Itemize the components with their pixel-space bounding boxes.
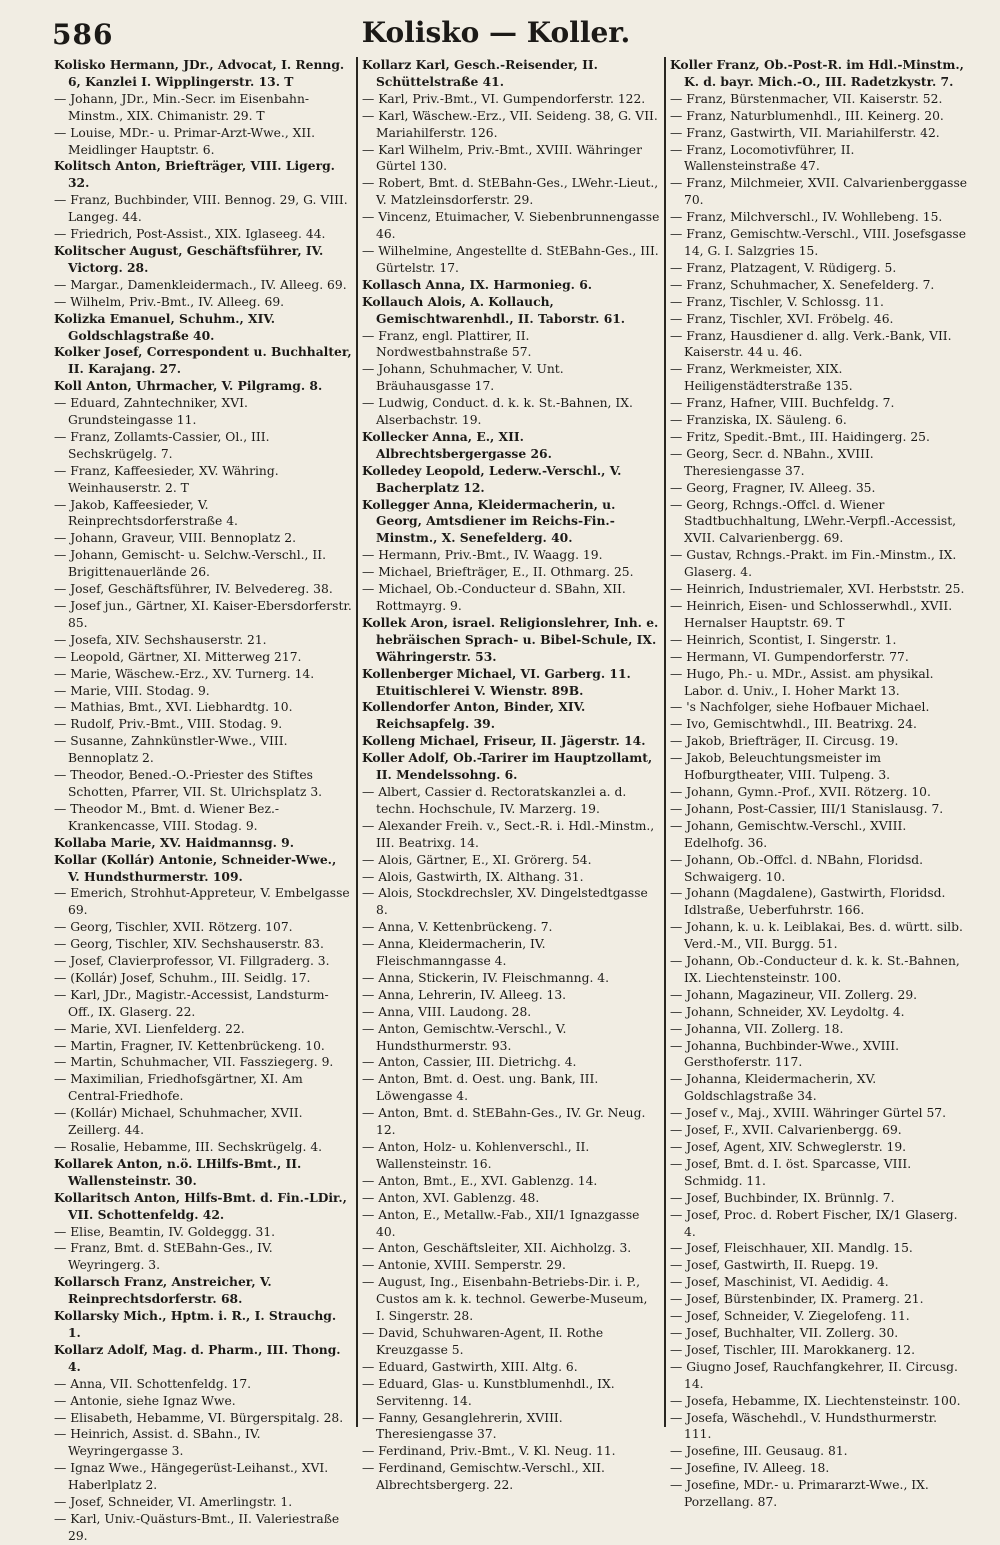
directory-entry: — Josef, Schneider, VI. Amerlingstr. 1. xyxy=(54,1495,293,1510)
directory-entry: Kollecker Anna, E., XII. Albrechtsbergergasse 26. xyxy=(362,428,552,461)
directory-entry: — Marie, XVI. Lienfelderg. 22. xyxy=(54,1021,245,1036)
directory-entry: — Johanna, Buchbinder-Wwe., XVIII. Gersthoferstr. 117. xyxy=(670,1038,900,1070)
column-left xyxy=(50,57,356,1543)
directory-entry: — Franz, Bmt. d. StEBahn-Ges., IV. Weyringerg. 3. xyxy=(54,1241,273,1273)
directory-entry: — Anna, V. Kettenbrückeng. 7. xyxy=(362,920,553,935)
directory-entry: — Karl Wilhelm, Priv.-Bmt., XVIII. Währinger Gürtel 130. xyxy=(362,142,642,174)
directory-entry: — Anna, Kleidermacherin, IV. Fleischmanngasse 4. xyxy=(362,937,546,969)
directory-entry: — Josef, Bürstenbinder, IX. Pramerg. 21. xyxy=(670,1292,924,1307)
directory-entry: — Johann, JDr., Min.-Secr. im Eisenbahn-Minstm., XIX. Chimanistr. 29. T xyxy=(54,91,310,123)
directory-entry: — Heinrich, Eisen- und Schlosserwhdl., XVII. Hernalser Hauptstr. 69. T xyxy=(670,599,953,630)
directory-entry: — Johann, Post-Cassier, III/1 Stanislausg. 7. xyxy=(670,801,944,816)
directory-entry: — Franz, Tischler, V. Schlossg. 11. xyxy=(670,294,884,309)
directory-entry: — Karl, Wäschew.-Erz., VII. Seideng. 38, G. VII. Mariahilferstr. 126. xyxy=(362,108,658,140)
directory-entry: — Hugo, Ph.- u. MDr., Assist. am physikal. Labor. d. Univ., I. Hoher Markt 13. xyxy=(670,666,934,698)
directory-entry: — Johann, Gemischt- u. Selchw.-Verschl., II. Brigittenauerlände 26. xyxy=(54,548,326,580)
directory-entry: — Johann, Ob.-Offcl. d. NBahn, Floridsd. Schwaigerg. 10. xyxy=(670,852,924,884)
directory-entry: — Anna, VIII. Laudong. 28. xyxy=(362,1004,532,1019)
directory-entry: — Anton, Gemischtw.-Verschl., V. Hundsthurmerstr. 93. xyxy=(362,1021,567,1053)
directory-entry: — Jakob, Kaffeesieder, V. Reinprechtsdorferstraße 4. xyxy=(54,497,238,529)
directory-entry: — Jakob, Beleuchtungsmeister im Hofburgtheater, VIII. Tulpeng. 3. xyxy=(670,751,891,783)
directory-entry: Koller Franz, Ob.-Post-R. im Hdl.-Minstm., K. d. bayr. Mich.-O., III. Radetzkystr. 7. xyxy=(670,57,964,89)
directory-entry: — Georg, Secr. d. NBahn., XVIII. Theresiengasse 37. xyxy=(670,446,874,478)
directory-entry: — Josefine, IV. Alleeg. 18. xyxy=(670,1461,830,1476)
directory-entry: — Anton, Cassier, III. Dietrichg. 4. xyxy=(362,1055,577,1070)
directory-entry: — Franz, Bürstenmacher, VII. Kaiserstr. 52. xyxy=(670,91,943,106)
directory-entry: Kollegger Anna, Kleidermacherin, u. Georg, Amtsdiener im Reichs-Fin.-Minstm., X. Senefelderg. 40. xyxy=(362,496,616,546)
directory-entry: — Maximilian, Friedhofsgärtner, XI. Am Central-Friedhofe. xyxy=(54,1072,303,1104)
column-middle xyxy=(356,57,664,1493)
directory-entry: — Franz, Gastwirth, VII. Mariahilferstr. 42. xyxy=(670,125,940,140)
directory-entry: — Anton, E., Metallw.-Fab., XII/1 Ignazgasse 40. xyxy=(362,1207,640,1239)
directory-entry: — Fanny, Gesanglehrerin, XVIII. Theresiengasse 37. xyxy=(362,1410,563,1442)
directory-entry: Kollek Aron, israel. Religionslehrer, Inh. e. hebräischen Sprach- u. Bibel-Schule, IX. Währingerstr. 53. xyxy=(362,614,659,664)
directory-entry: — Franz, Tischler, XVI. Fröbelg. 46. xyxy=(670,311,894,326)
directory-entry: — Martin, Schuhmacher, VII. Fassziegerg. 9. xyxy=(54,1055,334,1070)
directory-entry: — Josef, Tischler, III. Marokkanerg. 12. xyxy=(670,1342,916,1357)
directory-entry: — Josef, Maschinist, VI. Aedidig. 4. xyxy=(670,1275,889,1290)
directory-entry: — Antonie, siehe Ignaz Wwe. xyxy=(54,1393,236,1408)
directory-entry: Kolker Josef, Correspondent u. Buchhalter, II. Karajang. 27. xyxy=(54,344,352,377)
directory-entry: — Johann, Ob.-Conducteur d. k. k. St.-Bahnen, IX. Liechtensteinstr. 100. xyxy=(670,954,960,985)
directory-entry: Kolitsch Anton, Briefträger, VIII. Ligerg. 32. xyxy=(54,158,335,191)
directory-entry: — Josef, Gastwirth, II. Ruepg. 19. xyxy=(670,1258,879,1273)
directory-entry: — Friedrich, Post-Assist., XIX. Iglaseeg. 44. xyxy=(54,227,326,242)
directory-entry: — Josef jun., Gärtner, XI. Kaiser-Ebersdorferstr. 85. xyxy=(54,599,352,630)
directory-entry: — Alois, Gastwirth, IX. Althang. 31. xyxy=(362,869,584,884)
directory-entry: — Johann, Gymn.-Prof., XVII. Rötzerg. 10. xyxy=(670,784,931,799)
directory-entry: — Leopold, Gärtner, XI. Mitterweg 217. xyxy=(54,649,302,664)
directory-entry: — Susanne, Zahnkünstler-Wwe., VIII. Bennoplatz 2. xyxy=(54,734,288,766)
directory-entry: — Fritz, Spedit.-Bmt., III. Haidingerg. 25. xyxy=(670,429,930,444)
directory-entry: Kollaritsch Anton, Hilfs-Bmt. d. Fin.-LDir., VII. Schottenfeldg. 42. xyxy=(54,1189,347,1222)
directory-entry: — Heinrich, Industriemaler, XVI. Herbststr. 25. xyxy=(670,582,965,597)
directory-entry: — 's Nachfolger, siehe Hofbauer Michael. xyxy=(670,700,930,715)
directory-entry: — Marie, Wäschew.-Erz., XV. Turnerg. 14. xyxy=(54,666,315,681)
directory-entry: — Franz, Milchmeier, XVII. Calvarienberggasse 70. xyxy=(670,176,968,208)
page-header xyxy=(52,16,940,56)
directory-entry: — Johann (Magdalene), Gastwirth, Floridsd. Idlstraße, Ueberfuhrstr. 166. xyxy=(670,886,946,918)
directory-entry: — Michael, Briefträger, E., II. Othmarg. 25. xyxy=(362,565,634,580)
directory-entry: — Josef, Geschäftsführer, IV. Belvedereg. 38. xyxy=(54,582,333,597)
directory-entry: Koller Adolf, Ob.-Tarirer im Hauptzollamt, II. Mendelssohng. 6. xyxy=(362,750,653,783)
directory-entry: — Anton, Bmt., E., XVI. Gablenzg. 14. xyxy=(362,1173,598,1188)
directory-entry: — Georg, Tischler, XIV. Sechshauserstr. 83. xyxy=(54,937,324,952)
directory-entry: — Margar., Damenkleidermach., IV. Alleeg. 69. xyxy=(54,277,347,292)
directory-entry: — Heinrich, Scontist, I. Singerstr. 1. xyxy=(670,632,897,647)
directory-entry: — Josefine, III. Geusaug. 81. xyxy=(670,1444,848,1459)
directory-entry: Kollarsch Franz, Anstreicher, V. Reinprechtsdorferstr. 68. xyxy=(54,1274,272,1307)
directory-entry: — Franz, Locomotivführer, II. Wallensteinstraße 47. xyxy=(670,142,855,174)
directory-entry: — Anna, Lehrerin, IV. Alleeg. 13. xyxy=(362,987,567,1002)
directory-entry: — Johanna, Kleidermacherin, XV. Goldschlagstraße 34. xyxy=(670,1072,877,1104)
directory-entry: — Karl, Priv.-Bmt., VI. Gumpendorferstr. 122. xyxy=(362,91,646,106)
directory-entry: — Anton, Geschäftsleiter, XII. Aichholzg. 3. xyxy=(362,1241,632,1256)
directory-columns xyxy=(50,57,972,1543)
directory-entry: — Anton, Bmt. d. Oest. ung. Bank, III. Löwengasse 4. xyxy=(362,1072,599,1104)
directory-entry: — Anton, Holz- u. Kohlenverschl., II. Wallensteinstr. 16. xyxy=(362,1140,590,1171)
directory-entry: — Josef, Bmt. d. I. öst. Sparcasse, VIII. Schmidg. 11. xyxy=(670,1156,912,1188)
directory-entry: — Franz, Buchbinder, VIII. Bennog. 29, G. VIII. Langeg. 44. xyxy=(54,193,348,225)
directory-entry: — Josefa, Hebamme, IX. Liechtensteinstr. 100. xyxy=(670,1393,961,1408)
directory-entry: — Mathias, Bmt., XVI. Liebhardtg. 10. xyxy=(54,700,293,715)
directory-entry: — Josefa, Wäschehdl., V. Hundsthurmerstr. 111. xyxy=(670,1410,938,1442)
directory-entry: Kollarz Adolf, Mag. d. Pharm., III. Thong. 4. xyxy=(54,1341,341,1374)
directory-entry: — Josefine, MDr.- u. Primararzt-Wwe., IX. Porzellang. 87. xyxy=(670,1478,929,1510)
directory-entry: Kollar (Kollár) Antonie, Schneider-Wwe., V. Hundsthurmerstr. 109. xyxy=(54,851,337,884)
directory-entry: — Josefa, XIV. Sechshauserstr. 21. xyxy=(54,632,267,647)
running-title: Kolisko — Koller. xyxy=(361,16,631,49)
directory-entry: — Anna, VII. Schottenfeldg. 17. xyxy=(54,1376,252,1391)
directory-entry: — Karl, JDr., Magistr.-Accessist, Landsturm-Off., IX. Glaserg. 22. xyxy=(54,987,329,1019)
directory-entry: — Josef, Buchbinder, IX. Brünnlg. 7. xyxy=(670,1190,895,1205)
directory-entry: — Johann, Graveur, VIII. Bennoplatz 2. xyxy=(54,531,296,546)
directory-entry: — Hermann, VI. Gumpendorferstr. 77. xyxy=(670,649,909,664)
directory-entry: — Johann, Gemischtw.-Verschl., XVIII. Edelhofg. 36. xyxy=(670,818,907,850)
directory-entry: — Franz, Platzagent, V. Rüdigerg. 5. xyxy=(670,260,897,275)
directory-entry: Koll Anton, Uhrmacher, V. Pilgramg. 8. xyxy=(54,378,323,394)
directory-entry: — Giugno Josef, Rauchfangkehrer, II. Circusg. 14. xyxy=(670,1359,958,1391)
directory-entry: Kollenberger Michael, VI. Garberg. 11. Etuitischlerei V. Wienstr. 89B. xyxy=(362,665,631,698)
directory-entry: — Ludwig, Conduct. d. k. k. St.-Bahnen, IX. Alserbachstr. 19. xyxy=(362,396,633,428)
directory-entry: — Franz, Kaffeesieder, XV. Währing. Weinhauserstr. 2. T xyxy=(54,463,279,495)
directory-entry: — Martin, Fragner, IV. Kettenbrückeng. 10. xyxy=(54,1038,325,1053)
directory-entry: — Franz, Zollamts-Cassier, Ol., III. Sechskrügelg. 7. xyxy=(54,429,270,461)
directory-entry: — Johanna, VII. Zollerg. 18. xyxy=(670,1021,844,1036)
directory-entry: — Eduard, Zahntechniker, XVI. Grundsteingasse 11. xyxy=(54,396,248,428)
directory-entry: Kollendorfer Anton, Binder, XIV. Reichsapfelg. 39. xyxy=(362,699,586,732)
directory-entry: — Josef, Clavierprofessor, VI. Fillgraderg. 3. xyxy=(54,954,330,969)
directory-entry: Kollasch Anna, IX. Harmonieg. 6. xyxy=(362,276,593,292)
directory-entry: — Ignaz Wwe., Hängegerüst-Leihanst., XVI. Haberlplatz 2. xyxy=(54,1461,329,1493)
directory-entry: Kolleng Michael, Friseur, II. Jägerstr. 14. xyxy=(362,733,646,749)
directory-entry: — Gustav, Rchngs.-Prakt. im Fin.-Minstm., IX. Glaserg. 4. xyxy=(670,548,957,580)
directory-entry: — Michael, Ob.-Conducteur d. SBahn, XII. Rottmayrg. 9. xyxy=(362,582,626,613)
directory-entry: — Wilhelm, Priv.-Bmt., IV. Alleeg. 69. xyxy=(54,294,285,309)
directory-entry: — Rosalie, Hebamme, III. Sechskrügelg. 4. xyxy=(54,1140,323,1154)
directory-entry: — Heinrich, Assist. d. SBahn., IV. Weyringergasse 3. xyxy=(54,1427,261,1459)
directory-entry: Kollaba Marie, XV. Haidmannsg. 9. xyxy=(54,834,295,850)
directory-entry: — Elisabeth, Hebamme, VI. Bürgerspitalg. 28. xyxy=(54,1410,344,1425)
directory-entry: — Franz, engl. Plattirer, II. Nordwestbahnstraße 57. xyxy=(362,328,532,360)
directory-entry: — Vincenz, Etuimacher, V. Siebenbrunnengasse 46. xyxy=(362,210,660,242)
directory-entry: — Josef, F., XVII. Calvarienbergg. 69. xyxy=(670,1123,902,1138)
directory-entry: — Anna, Stickerin, IV. Fleischmanng. 4. xyxy=(362,970,609,985)
directory-entry: Kollarz Karl, Gesch.-Reisender, II. Schüttelstraße 41. xyxy=(362,57,598,89)
directory-entry: — Alexander Freih. v., Sect.-R. i. Hdl.-Minstm., III. Beatrixg. 14. xyxy=(362,818,655,850)
directory-entry: — Franziska, IX. Säuleng. 6. xyxy=(670,413,847,428)
directory-entry: — Johann, Magazineur, VII. Zollerg. 29. xyxy=(670,987,918,1002)
directory-entry: — Anton, Bmt. d. StEBahn-Ges., IV. Gr. Neug. 12. xyxy=(362,1106,646,1138)
directory-entry: — Franz, Hausdiener d. allg. Verk.-Bank, VII. Kaiserstr. 44 u. 46. xyxy=(670,328,952,360)
directory-entry: — Ferdinand, Gemischtw.-Verschl., XII. Albrechtsbergerg. 22. xyxy=(362,1461,605,1493)
directory-entry: — Georg, Rchngs.-Offcl. d. Wiener Stadtbuchhaltung, LWehr.-Verpfl.-Accessist, XVII. Calvarienbergg. 69. xyxy=(670,497,957,546)
directory-entry: Kollauch Alois, A. Kollauch, Gemischtwarenhdl., II. Taborstr. 61. xyxy=(362,293,626,326)
directory-entry: — Josef, Fleischhauer, XII. Mandlg. 15. xyxy=(670,1241,913,1256)
directory-entry: — Anton, XVI. Gablenzg. 48. xyxy=(362,1190,540,1205)
directory-entry: — Johann, k. u. k. Leiblakai, Bes. d. württ. silb. Verd.-M., VII. Burgg. 51. xyxy=(670,920,963,952)
directory-entry: — Antonie, XVIII. Semperstr. 29. xyxy=(362,1258,566,1273)
directory-entry: — Robert, Bmt. d. StEBahn-Ges., LWehr.-Lieut., V. Matzleinsdorferstr. 29. xyxy=(362,176,659,208)
directory-entry: Kollarsky Mich., Hptm. i. R., I. Strauchg. 1. xyxy=(54,1308,337,1340)
directory-entry: — Wilhelmine, Angestellte d. StEBahn-Ges., III. Gürtelstr. 17. xyxy=(362,243,659,275)
directory-entry: — Josef, Proc. d. Robert Fischer, IX/1 Glaserg. 4. xyxy=(670,1207,958,1239)
directory-entry: — Josef, Agent, XIV. Schweglerstr. 19. xyxy=(670,1140,907,1154)
directory-entry: — Alois, Stockdrechsler, XV. Dingelstedtgasse 8. xyxy=(362,886,648,918)
column-right xyxy=(664,57,972,1510)
directory-entry: Kolledey Leopold, Lederw.-Verschl., V. Bacherplatz 12. xyxy=(362,462,622,495)
directory-entry: — Marie, VIII. Stodag. 9. xyxy=(54,683,210,698)
directory-entry: — Eduard, Glas- u. Kunstblumenhdl., IX. Servitenng. 14. xyxy=(362,1376,615,1408)
directory-entry: — David, Schuhwaren-Agent, II. Rothe Kreuzgasse 5. xyxy=(362,1325,604,1357)
directory-entry: — Georg, Tischler, XVII. Rötzerg. 107. xyxy=(54,920,293,935)
directory-entry: — Franz, Werkmeister, XIX. Heiligenstädterstraße 135. xyxy=(670,362,853,394)
directory-entry: — Theodor M., Bmt. d. Wiener Bez.-Krankencasse, VIII. Stodag. 9. xyxy=(54,801,280,833)
directory-entry: — Ferdinand, Priv.-Bmt., V. Kl. Neug. 11. xyxy=(362,1444,616,1459)
directory-entry: — Franz, Gemischtw.-Verschl., VIII. Josefsgasse 14, G. I. Salzgries 15. xyxy=(670,227,966,258)
directory-entry: — (Kollár) Michael, Schuhmacher, XVII. Zeillerg. 44. xyxy=(54,1106,303,1138)
directory-entry: — Johann, Schuhmacher, V. Unt. Bräuhausgasse 17. xyxy=(362,362,564,394)
directory-entry: — Johann, Schneider, XV. Leydoltg. 4. xyxy=(670,1004,905,1019)
directory-entry: — Franz, Schuhmacher, X. Senefelderg. 7. xyxy=(670,277,935,292)
directory-entry: — Alois, Gärtner, E., XI. Grörerg. 54. xyxy=(362,852,592,867)
directory-entry: — Theodor, Bened.-O.-Priester des Stiftes Schotten, Pfarrer, VII. St. Ulrichsplatz 3. xyxy=(54,768,323,799)
directory-entry: — Josef v., Maj., XVIII. Währinger Gürtel 57. xyxy=(670,1106,947,1121)
directory-entry: Kolitscher August, Geschäftsführer, IV. Victorg. 28. xyxy=(54,242,324,275)
directory-entry: — Georg, Fragner, IV. Alleeg. 35. xyxy=(670,480,876,495)
directory-entry: Kolisko Hermann, JDr., Advocat, I. Renng. 6, Kanzlei I. Wipplingerstr. 13. T xyxy=(54,57,345,89)
page-number: 586 xyxy=(52,18,114,51)
directory-entry: — Josef, Schneider, V. Ziegelofeng. 11. xyxy=(670,1309,910,1324)
directory-entry: — Josef, Buchhalter, VII. Zollerg. 30. xyxy=(670,1325,899,1340)
directory-entry: — Hermann, Priv.-Bmt., IV. Waagg. 19. xyxy=(362,548,603,563)
directory-entry: — Ivo, Gemischtwhdl., III. Beatrixg. 24. xyxy=(670,717,917,732)
directory-entry: — Franz, Naturblumenhdl., III. Keinerg. 20. xyxy=(670,108,944,123)
directory-entry: — Louise, MDr.- u. Primar-Arzt-Wwe., XII. Meidlinger Hauptstr. 6. xyxy=(54,125,316,157)
directory-entry: — Jakob, Briefträger, II. Circusg. 19. xyxy=(670,734,899,749)
directory-entry: — Elise, Beamtin, IV. Goldeggg. 31. xyxy=(54,1224,276,1239)
directory-entry: — Eduard, Gastwirth, XIII. Altg. 6. xyxy=(362,1359,578,1374)
directory-entry: Kolizka Emanuel, Schuhm., XIV. Goldschlagstraße 40. xyxy=(54,310,276,343)
directory-entry: — (Kollár) Josef, Schuhm., III. Seidlg. 17. xyxy=(54,970,311,985)
directory-entry: — Franz, Hafner, VIII. Buchfeldg. 7. xyxy=(670,396,895,411)
directory-entry: — Rudolf, Priv.-Bmt., VIII. Stodag. 9. xyxy=(54,717,283,732)
directory-entry: — August, Ing., Eisenbahn-Betriebs-Dir. i. P., Custos am k. k. technol. Gewerbe-Museum, I. Singerstr. 28. xyxy=(362,1275,648,1324)
directory-entry: — Emerich, Strohhut-Appreteur, V. Embelgasse 69. xyxy=(54,886,350,918)
directory-entry: — Karl, Univ.-Quästurs-Bmt., II. Valeriestraße 29. xyxy=(54,1511,340,1543)
directory-entry: — Albert, Cassier d. Rectoratskanzlei a. d. techn. Hochschule, IV. Marzerg. 19. xyxy=(362,784,627,816)
directory-entry: — Franz, Milchverschl., IV. Wohllebeng. 15. xyxy=(670,210,943,225)
directory-entry: Kollarek Anton, n.ö. LHilfs-Bmt., II. Wallensteinstr. 30. xyxy=(54,1155,302,1188)
